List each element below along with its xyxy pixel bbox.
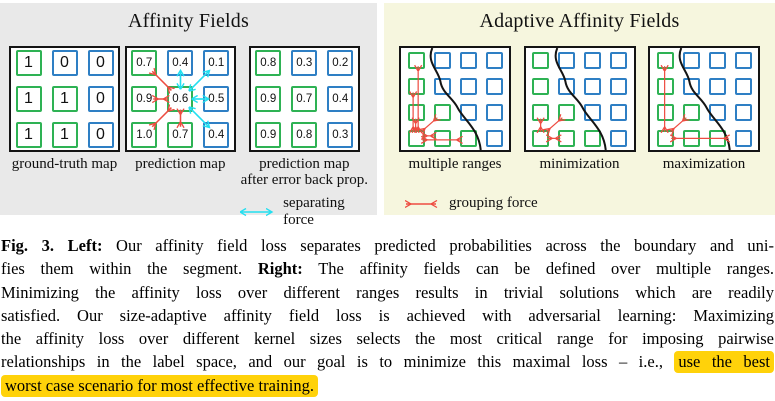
caption-line-4: satisfied. Our size-adaptive affinity field loss is achieved with adversarial learning: Maximizing: [1, 305, 774, 325]
grid-cell: [657, 78, 674, 95]
caption-text: The affinity fields can be defined over multiple ranges.: [302, 259, 774, 279]
grid-cell: [408, 130, 425, 147]
grid-cell: [460, 52, 477, 69]
grid-cell: 0: [52, 50, 78, 76]
grid-cell: 0.3: [327, 122, 353, 148]
grid-cell: [408, 78, 425, 95]
grid-cell: 0.7: [291, 86, 317, 112]
grid-cell: [584, 78, 601, 95]
grid-cell: [434, 78, 451, 95]
caption-line-1: [1, 234, 774, 257]
grouping-force-arrow-icon: [402, 199, 440, 209]
maximization-column: [648, 46, 760, 172]
grid-cell: 0.8: [255, 50, 281, 76]
grid-cell: 0.3: [291, 50, 317, 76]
prediction-map-column: [125, 46, 236, 188]
grouping-force-label: grouping force: [449, 195, 538, 211]
separating-force-arrow-icon: [237, 207, 274, 217]
grid-cell: [709, 130, 726, 147]
highlighted-text: worst case scenario for most effective training.: [1, 375, 318, 397]
grid-cell: [683, 104, 700, 121]
maximization-label: maximization: [662, 156, 746, 172]
caption-line-3: Minimizing the affinity loss over different ranges results in trivial solutions which are readily: [1, 282, 774, 302]
grid-cell: [709, 52, 726, 69]
grid-cell: [610, 104, 627, 121]
prediction-map-label: prediction map: [135, 156, 226, 172]
grid-cell: [532, 104, 549, 121]
grid-cell: 1: [16, 86, 42, 112]
grid-cell: [735, 52, 752, 69]
highlighted-text: use the best: [674, 351, 774, 373]
grid-cell: 0.9: [131, 86, 157, 112]
minimization-box: [524, 46, 636, 152]
prediction-after-bp-column: [241, 46, 368, 188]
grid-cell: [584, 52, 601, 69]
grid-cell: [709, 78, 726, 95]
grid-cell: 1: [16, 122, 42, 148]
grid-cell: [683, 52, 700, 69]
caption-text: Our affinity field loss separates predicted probabilities across the boundary and uni-: [102, 236, 774, 255]
ground-truth-map-box: [9, 46, 120, 152]
grid-cell: [610, 130, 627, 147]
grid-cell: 0.7: [167, 122, 193, 148]
grid-cell: [735, 104, 752, 121]
multiple-ranges-column: [399, 46, 511, 172]
grid-cell: [584, 130, 601, 147]
grid-cell: 1.0: [131, 122, 157, 148]
caption-line-2: [1, 257, 774, 280]
caption-text: relationships in the label space, and our goal is to minimize this maximal loss – i.e.,: [1, 352, 675, 372]
grid-cell: [486, 52, 503, 69]
grid-cell: [434, 130, 451, 147]
prediction-after-bp-grid: [255, 50, 353, 148]
grid-cell: 0.2: [327, 50, 353, 76]
grid-cell: [532, 130, 549, 147]
grid-cell: [486, 78, 503, 95]
grid-cell: [434, 52, 451, 69]
right-panel-title: Adaptive Affinity Fields: [479, 10, 680, 32]
minimization-grid: [532, 52, 627, 147]
grid-cell: [558, 130, 575, 147]
multiple-ranges-label: multiple ranges: [408, 156, 502, 172]
grid-cell: 0.4: [327, 86, 353, 112]
separating-force-legend: [237, 195, 377, 229]
left-maps-row: [0, 46, 377, 188]
grid-cell: [460, 78, 477, 95]
minimization-column: [524, 46, 636, 172]
grid-cell: 0: [88, 122, 114, 148]
grid-cell: 0: [88, 86, 114, 112]
prediction-after-bp-box: [249, 46, 360, 152]
grid-cell: 1: [52, 122, 78, 148]
grid-cell: [735, 78, 752, 95]
grid-cell: [408, 52, 425, 69]
caption-line-6: [1, 350, 774, 373]
grid-cell: [610, 52, 627, 69]
grouping-force-legend: [402, 195, 538, 212]
grid-cell: [735, 130, 752, 147]
prediction-after-bp-label-line1: prediction map: [259, 156, 350, 172]
adaptive-affinity-fields-panel: [384, 3, 775, 215]
grid-cell: 0.8: [291, 122, 317, 148]
grid-cell: [657, 52, 674, 69]
grid-cell: [460, 130, 477, 147]
grid-cell: [486, 130, 503, 147]
grid-cell: [408, 104, 425, 121]
grid-cell: [558, 78, 575, 95]
separating-force-label: separating force: [283, 195, 345, 228]
multiple-ranges-grid: [408, 52, 503, 147]
ground-truth-map-column: [9, 46, 120, 188]
maximization-box: [648, 46, 760, 152]
affinity-fields-panel: [0, 3, 377, 228]
ground-truth-map-label: ground-truth map: [11, 156, 118, 172]
grid-cell: [486, 104, 503, 121]
grid-cell: [558, 104, 575, 121]
left-panel-title: Affinity Fields: [128, 10, 249, 32]
grid-cell: 0.9: [255, 122, 281, 148]
grid-cell: [558, 52, 575, 69]
grid-cell: [610, 78, 627, 95]
maximization-grid: [657, 52, 752, 147]
caption-line-5: the affinity loss over different kernel sizes selects the most critical range for imposing pairwise: [1, 329, 774, 349]
grid-cell: [683, 130, 700, 147]
prediction-map-box: [125, 46, 236, 152]
grid-cell: 0.9: [255, 86, 281, 112]
grid-cell: [584, 104, 601, 121]
right-maps-row: [384, 46, 775, 172]
grid-cell: [532, 52, 549, 69]
grid-cell: 0.4: [167, 50, 193, 76]
grid-cell: [709, 104, 726, 121]
grid-cell: 0: [88, 50, 114, 76]
fig-number-label: Fig. 3. Left:: [1, 236, 103, 255]
prediction-after-bp-label: [241, 156, 368, 188]
ground-truth-grid: [16, 50, 114, 148]
grid-cell: [657, 104, 674, 121]
grid-cell: [657, 130, 674, 147]
caption-line-7: [1, 374, 774, 397]
grid-cell: [683, 78, 700, 95]
grid-cell: [532, 78, 549, 95]
grid-cell: 1: [52, 86, 78, 112]
minimization-label: minimization: [539, 156, 620, 172]
caption-text: fies them within the segment.: [1, 259, 258, 279]
grid-cell: [460, 104, 477, 121]
grid-cell: 1: [16, 50, 42, 76]
grid-cell: 0.4: [203, 122, 229, 148]
grid-cell: 0.6: [167, 86, 193, 112]
grid-cell: [434, 104, 451, 121]
right-label: Right:: [257, 259, 303, 279]
grid-cell: 0.1: [203, 50, 229, 76]
prediction-after-bp-label-line2: after error back prop.: [240, 172, 368, 188]
grid-cell: 0.7: [131, 50, 157, 76]
figure-caption: [1, 234, 774, 397]
multiple-ranges-box: [399, 46, 511, 152]
grid-cell: 0.5: [203, 86, 229, 112]
prediction-grid: [131, 50, 229, 148]
